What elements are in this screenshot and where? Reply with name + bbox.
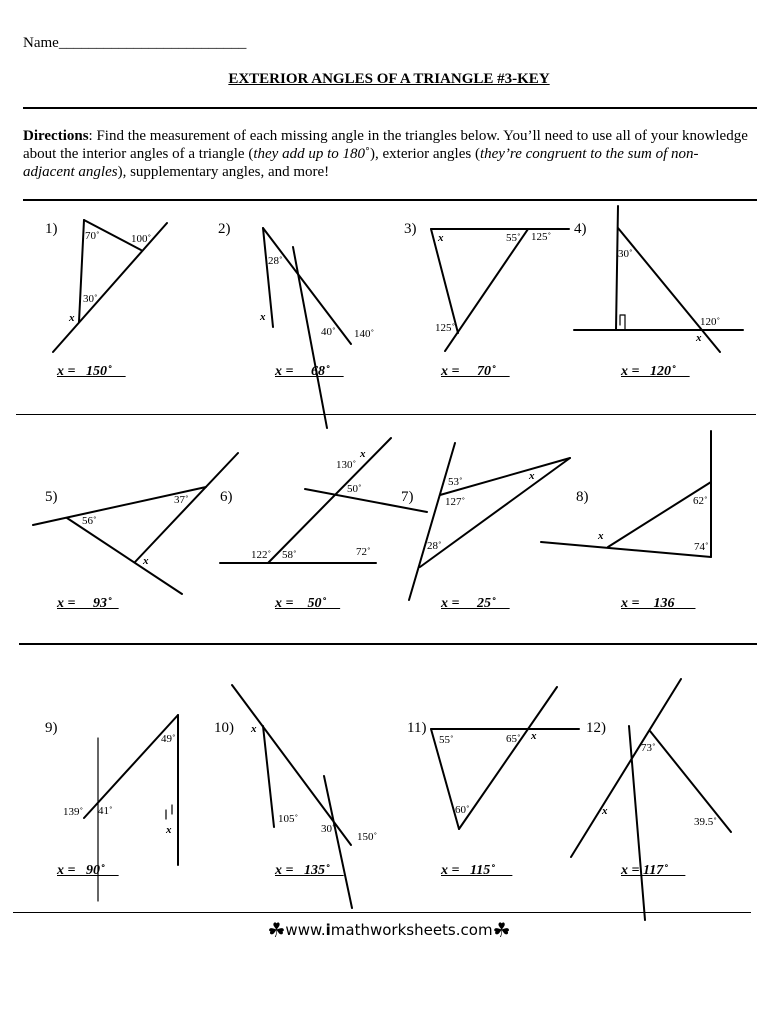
problem-4-number: 4) [574, 221, 587, 237]
directions-italic-2: they’re congruent to the sum of non-adjacent angles [23, 146, 699, 180]
fig6-label-c: 122˚ [251, 549, 272, 561]
footer-url-bold[interactable]: i [325, 921, 331, 939]
problem-1-number: 1) [45, 221, 58, 237]
fig5-label-b: 56˚ [82, 515, 97, 527]
fig11-label-a: 55˚ [439, 734, 454, 746]
fig2-label-c: 140˚ [354, 328, 375, 340]
fig9-label-c: 41˚ [98, 805, 113, 817]
figure-5 [33, 453, 238, 594]
fig11-label-x: x [531, 730, 537, 742]
problem-10-answer: x = 135˚ [275, 863, 344, 878]
problem-2-number: 2) [218, 221, 231, 237]
fig10-label-x: x [251, 723, 257, 735]
figure-8 [541, 431, 711, 557]
directions-part-2: ˚), exterior angles ( [365, 146, 480, 162]
fig9-label-b: 139˚ [63, 806, 84, 818]
fig11-label-c: 60˚ [455, 804, 470, 816]
footer-url-post[interactable]: mathworksheets.com [330, 921, 493, 939]
problem-5-number: 5) [45, 489, 58, 505]
fig2-label-a: 28˚ [268, 255, 283, 267]
fig12-label-b: 39.5˚ [694, 816, 717, 828]
fig7-label-b: 127˚ [445, 496, 466, 508]
directions-part-3: ), supplementary angles, and more! [117, 164, 330, 180]
problem-8-answer: x = _ 136___ [621, 596, 696, 611]
problem-12-number: 12) [586, 720, 606, 736]
fig2-label-x: x [260, 311, 266, 323]
problem-9-answer: x = 90˚ [57, 863, 119, 878]
figure-7 [409, 443, 570, 600]
figure-11 [431, 687, 579, 829]
fig10-label-b: 30˚ [321, 823, 336, 835]
fig12-label-a: 73˚ [641, 742, 656, 754]
problem-8-number: 8) [576, 489, 589, 505]
fig9-label-a: 49˚ [161, 733, 176, 745]
fig6-label-x: x [360, 448, 366, 460]
directions-part-1: : Find the measurement of each missing angle in the triangles below. You’ll need to use all of your knowledge about the interior angles of a triangle ( [23, 128, 748, 162]
name-field: Name_________________________ [23, 35, 247, 51]
fig10-label-c: 150˚ [357, 831, 378, 843]
figure-12 [571, 679, 731, 920]
problem-7-answer: x = __25˚__ [441, 596, 510, 611]
problem-10-number: 10) [214, 720, 234, 736]
fig3-label-b: 125˚ [531, 231, 552, 243]
figure-3 [431, 229, 569, 351]
worksheet-title: EXTERIOR ANGLES OF A TRIANGLE #3-KEY [228, 71, 550, 87]
fig7-label-x: x [529, 470, 535, 482]
fig5-label-x: x [143, 555, 149, 567]
problem-3-answer: x = 70˚ [441, 364, 510, 379]
fig8-label-a: 62˚ [693, 495, 708, 507]
fig2-label-b: 40˚ [321, 326, 336, 338]
fig6-label-d: 58˚ [282, 549, 297, 561]
fig9-label-x: x [166, 824, 172, 836]
fig7-label-c: 28˚ [427, 540, 442, 552]
figure-4 [574, 206, 743, 352]
figure-2 [259, 228, 374, 428]
clover-icon: ☘ [492, 918, 511, 942]
fig1-label-b: 100˚ [131, 233, 152, 245]
problem-6-number: 6) [220, 489, 233, 505]
fig6-label-b: 50˚ [347, 483, 362, 495]
directions-italic-1: they add up to 180 [253, 146, 365, 162]
fig6-label-a: 130˚ [336, 459, 357, 471]
fig1-label-c: 30˚ [83, 293, 98, 305]
problem-4-answer: x = 120˚ [621, 364, 690, 379]
fig3-label-a: 55˚ [506, 232, 521, 244]
fig3-label-c: 125˚ [435, 322, 456, 334]
problem-11-answer: x = 115˚ [441, 863, 513, 878]
footer [0, 918, 768, 942]
problem-7-number: 7) [401, 489, 414, 505]
problem-6-answer: x = _ 50˚__ [275, 596, 341, 611]
fig8-label-x: x [598, 530, 604, 542]
fig8-label-b: 74˚ [694, 541, 709, 553]
fig7-label-a: 53˚ [448, 476, 463, 488]
problem-2-answer: x = 68˚ [275, 364, 344, 379]
fig5-label-a: 37˚ [174, 494, 189, 506]
problem-3-number: 3) [404, 221, 417, 237]
figure-6 [220, 438, 427, 563]
problem-11-number: 11) [407, 720, 427, 736]
fig1-label-x: x [69, 312, 75, 324]
fig1-label-a: 70˚ [85, 230, 100, 242]
fig12-label-x: x [602, 805, 608, 817]
footer-url-pre[interactable]: www. [285, 921, 326, 939]
clover-icon: ☘ [267, 918, 286, 942]
fig6-label-e: 72˚ [356, 546, 371, 558]
fig10-label-a: 105˚ [278, 813, 299, 825]
problem-12-answer: x = 117˚ [621, 863, 686, 878]
fig4-label-a: 30˚ [618, 248, 633, 260]
directions-label: Directions [23, 128, 89, 144]
fig11-label-b: 65˚ [506, 733, 521, 745]
problem-5-answer: x = __93˚_ [57, 596, 119, 611]
fig4-label-b: 120˚ [700, 316, 721, 328]
figure-1 [53, 220, 167, 352]
problem-9-number: 9) [45, 720, 58, 736]
problem-1-answer: x = 150˚ [57, 364, 126, 379]
fig3-label-x: x [438, 232, 444, 244]
fig4-label-x: x [696, 332, 702, 344]
